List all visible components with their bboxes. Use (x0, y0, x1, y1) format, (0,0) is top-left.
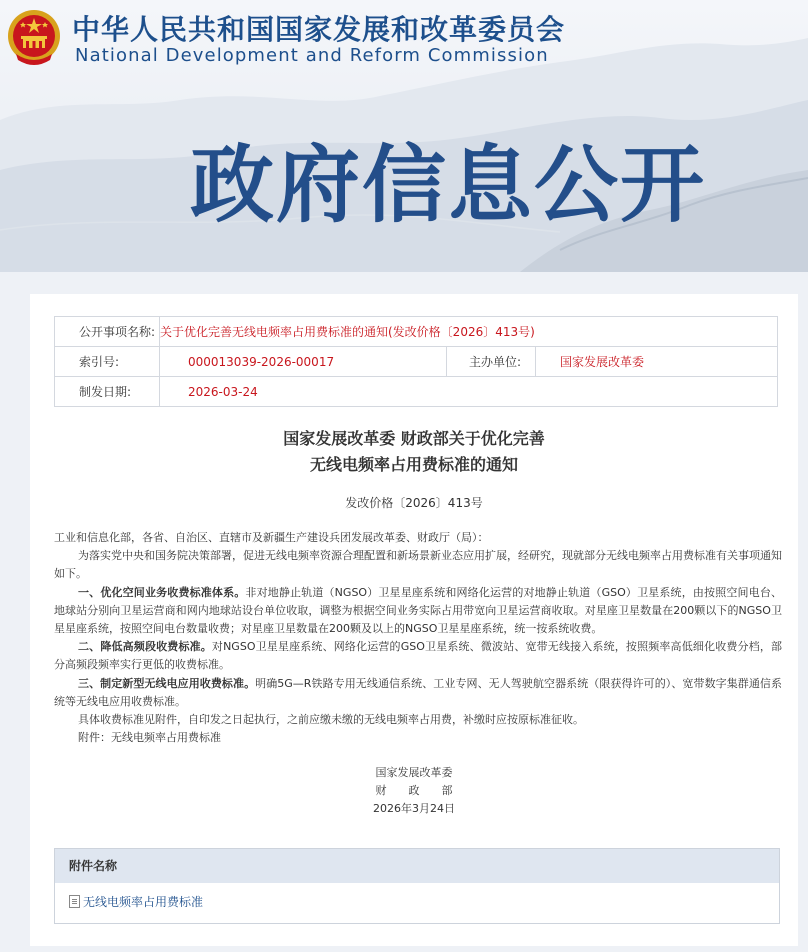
item1-text: 非对地静止轨道（NGSO）卫星星座系统和网络化运营的对地静止轨道（GSO）卫星系统，由按照空间电台、地球站分别向卫星运营商和网内地球站设台单位收取，调整为根据空间业务实际占用带宽向卫星运营商收取。对星座卫星数量在200颗以下的NGSO卫星星座系统，按照空间电台数量收费；对星座卫星数量在200颗及以上的NGSO卫星星座系统，统一按系统收费。 (54, 585, 782, 636)
info-row-date (55, 377, 778, 407)
item2-heading: 二、降低高频段收费标准。 (78, 640, 212, 654)
attachment-link[interactable] (55, 893, 779, 910)
intro-paragraph: 为落实党中央和国务院决策部署，促进无线电频率资源合理配置和新场景新业态应用扩展，经研究，现就部分无线电频率占用费标准有关事项通知如下。 (54, 549, 782, 581)
org-name-english[interactable]: National Development and Reform Commission (75, 45, 549, 66)
subject-value: 关于优化完善无线电频率占用费标准的通知(发改价格〔2026〕413号) (160, 317, 778, 347)
date-value: 2026-03-24 (160, 377, 778, 407)
index-value: 000013039-2026-00017 (160, 347, 447, 377)
item2-text: 对NGSO卫星星座系统、网络化运营的GSO卫星系统、微波站、宽带无线接入系统，按照频率高低细化收费分档，部分高频段频率实行更低的收费标准。 (54, 640, 782, 672)
attachment-link-label[interactable]: 无线电频率占用费标准 (83, 895, 204, 909)
signature-org1: 国家发展改革委 (375, 766, 453, 779)
org-name-chinese[interactable]: 中华人民共和国国家发展和改革委员会 (72, 13, 566, 46)
addressee: 工业和信息化部，各省、自治区、直辖市及新疆生产建设兵团发展改革委、财政厅（局）： (54, 531, 489, 544)
banner-title: 政府信息公开 (190, 136, 707, 234)
signature-org2: 财 政 部 (375, 784, 453, 797)
national-emblem-icon (6, 8, 62, 68)
detail-note: 具体收费标准见附件，自印发之日起执行，之前应缴未缴的无线电频率占用费，补缴时应按原标准征收。 (78, 713, 584, 727)
item3-heading: 三、制定新型无线电应用收费标准。 (78, 676, 256, 690)
document-number: 发改价格〔2026〕413号 (345, 496, 483, 510)
item2-paragraph (54, 638, 782, 674)
subject-label: 公开事项名称: (55, 317, 160, 347)
document-body (54, 529, 782, 747)
item3-paragraph (54, 675, 782, 711)
date-label: 制发日期: (55, 377, 160, 407)
signature-date: 2026年3月24日 (373, 802, 455, 815)
info-row-subject (55, 317, 778, 347)
attachment-box (54, 848, 780, 924)
attachment-header: 附件名称 (55, 849, 779, 883)
item1-paragraph (54, 584, 782, 639)
attachment-note: 附件：无线电频率占用费标准 (78, 731, 221, 745)
banner (0, 0, 808, 272)
content-panel (30, 294, 798, 946)
index-label: 索引号: (55, 347, 160, 377)
document-icon (69, 895, 80, 908)
document-title-line1: 国家发展改革委 财政部关于优化完善 (283, 429, 545, 448)
sponsor-value: 国家发展改革委 (536, 347, 778, 377)
info-table (54, 316, 778, 407)
item1-heading: 一、优化空间业务收费标准体系。 (78, 585, 246, 599)
document-title-line2: 无线电频率占用费标准的通知 (309, 455, 518, 474)
sponsor-label: 主办单位: (447, 347, 536, 377)
info-row-index (55, 347, 778, 377)
item3-text: 明确5G—R铁路专用无线通信系统、工业专网、无人驾驶航空器系统（限获得许可的）、宽带数字集群通信系统等无线电应用收费标准。 (54, 676, 782, 708)
